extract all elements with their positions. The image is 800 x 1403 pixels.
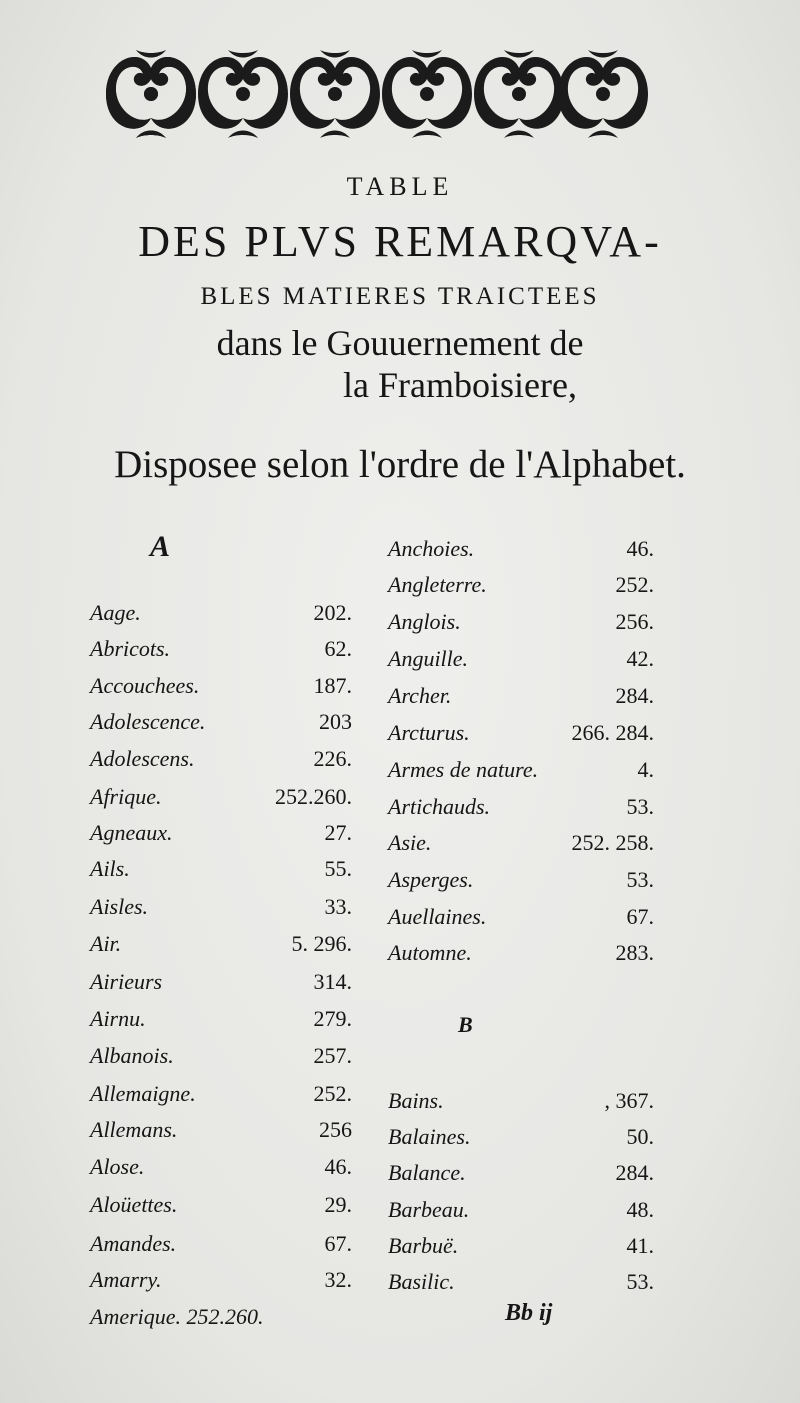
- entry-page: 32.: [324, 1267, 352, 1292]
- entry-page: 46.: [324, 1154, 352, 1179]
- entry-term: Albanois.: [90, 1043, 174, 1068]
- entry-page: 252. 258.: [571, 830, 654, 855]
- section-letter-b: B: [458, 1012, 473, 1037]
- index-entry: [388, 605, 654, 639]
- entry-term: Automne.: [388, 940, 472, 965]
- index-entry: [388, 642, 654, 676]
- entry-page: 29.: [324, 1192, 352, 1217]
- entry-page: 314.: [313, 969, 352, 994]
- decorative-headpiece-ornament: [96, 38, 658, 150]
- index-entry: [90, 1300, 352, 1334]
- heading-line-5: la Framboisiere,: [343, 365, 577, 405]
- entry-term: Archer.: [388, 683, 452, 708]
- entry-term: Allemans.: [90, 1117, 178, 1142]
- entry-term: Balaines.: [388, 1124, 471, 1149]
- entry-term: Agneaux.: [90, 820, 173, 845]
- index-entry: [90, 596, 352, 630]
- index-entry: [388, 1084, 654, 1118]
- index-entry: [388, 1229, 654, 1263]
- entry-page: 203: [319, 709, 352, 734]
- entry-term: Ails.: [90, 856, 130, 881]
- entry-page: 53.: [626, 867, 654, 892]
- index-entry: [90, 852, 352, 886]
- entry-term: Adolescence.: [90, 709, 206, 734]
- entry-page: 266. 284.: [571, 720, 654, 745]
- entry-page: 202.: [313, 600, 352, 625]
- entry-page: 283.: [615, 940, 654, 965]
- entry-page: 252.260.: [275, 784, 352, 809]
- heading-line-2: DES PLVS REMARQVA-: [138, 217, 662, 266]
- entry-term: Allemaigne.: [90, 1081, 196, 1106]
- entry-page: 279.: [313, 1006, 352, 1031]
- index-entry: [388, 679, 654, 713]
- index-entry: [388, 790, 654, 824]
- index-entry: [388, 900, 654, 934]
- index-entry: [90, 742, 352, 776]
- index-entry: [90, 1077, 352, 1111]
- index-entry: [90, 965, 352, 999]
- entry-term: Angleterre.: [388, 572, 487, 597]
- entry-page: 256.: [615, 609, 654, 634]
- entry-page: 256: [319, 1117, 352, 1142]
- index-entry: [388, 716, 654, 750]
- index-entry: [90, 1113, 352, 1147]
- entry-page: 48.: [626, 1197, 654, 1222]
- index-entry: [388, 936, 654, 970]
- section-letter-a: A: [150, 530, 171, 563]
- entry-page: 53.: [626, 1269, 654, 1294]
- index-entry: [90, 669, 352, 703]
- entry-term: Auellaines.: [388, 904, 487, 929]
- entry-page: 187.: [313, 673, 352, 698]
- entry-term: Airieurs: [90, 969, 163, 994]
- entry-term: Aage.: [90, 600, 141, 625]
- entry-term: Anchoies.: [388, 536, 475, 561]
- signature-catchword: Bb ij: [505, 1300, 553, 1326]
- entry-term: Amerique. 252.260.: [90, 1304, 264, 1329]
- entry-page: 252.: [313, 1081, 352, 1106]
- index-entry: [90, 816, 352, 850]
- index-entry: [90, 1227, 352, 1261]
- index-entry: [90, 927, 352, 961]
- entry-term: Aloüettes.: [90, 1192, 178, 1217]
- heading-line-6: Disposee selon l'ordre de l'Alphabet.: [114, 443, 686, 486]
- entry-term: Armes de nature.: [388, 757, 539, 782]
- entry-term: Amarry.: [90, 1267, 162, 1292]
- entry-page: 67.: [626, 904, 654, 929]
- entry-term: Amandes.: [90, 1231, 177, 1256]
- index-entry: [388, 568, 654, 602]
- index-entry: [90, 1263, 352, 1297]
- index-entry: [388, 826, 654, 860]
- entry-term: Asperges.: [388, 867, 474, 892]
- entry-page: 5. 296.: [291, 931, 352, 956]
- entry-page: 42.: [626, 646, 654, 671]
- heading-line-1: TABLE: [346, 172, 454, 201]
- entry-term: Balance.: [388, 1160, 466, 1185]
- entry-page: 46.: [626, 536, 654, 561]
- entry-page: 226.: [313, 746, 352, 771]
- index-entry: [90, 632, 352, 666]
- entry-term: Asie.: [388, 830, 432, 855]
- entry-term: Alose.: [90, 1154, 145, 1179]
- entry-term: Arcturus.: [388, 720, 470, 745]
- entry-term: Airnu.: [90, 1006, 146, 1031]
- entry-page: 27.: [324, 820, 352, 845]
- index-entry: [388, 1193, 654, 1227]
- index-entry: [388, 863, 654, 897]
- index-entry: [90, 1150, 352, 1184]
- entry-term: Barbeau.: [388, 1197, 470, 1222]
- entry-page: 62.: [324, 636, 352, 661]
- entry-page: 284.: [615, 1160, 654, 1185]
- entry-page: 33.: [324, 894, 352, 919]
- entry-page: 4.: [637, 757, 654, 782]
- index-entry: [388, 1265, 654, 1299]
- entry-term: Anglois.: [388, 609, 461, 634]
- entry-page: 284.: [615, 683, 654, 708]
- heading-line-3: BLES MATIERES TRAICTEES: [200, 283, 600, 310]
- entry-term: Air.: [90, 931, 122, 956]
- entry-term: Abricots.: [90, 636, 171, 661]
- entry-page: 41.: [626, 1233, 654, 1258]
- index-entry: [90, 1188, 352, 1222]
- entry-term: Artichauds.: [388, 794, 491, 819]
- entry-page: 67.: [324, 1231, 352, 1256]
- entry-page: 252.: [615, 572, 654, 597]
- entry-page: 53.: [626, 794, 654, 819]
- index-entry: [90, 780, 352, 814]
- entry-term: Aisles.: [90, 894, 149, 919]
- entry-term: Accouchees.: [90, 673, 200, 698]
- index-entry: [90, 1002, 352, 1036]
- entry-term: Basilic.: [388, 1269, 455, 1294]
- index-entry: [90, 705, 352, 739]
- entry-term: Barbuë.: [388, 1233, 459, 1258]
- heading-line-4: dans le Gouuernement de: [216, 323, 584, 363]
- index-entry: [90, 890, 352, 924]
- index-entry: [90, 1039, 352, 1073]
- entry-page: , 367.: [604, 1088, 654, 1113]
- entry-term: Adolescens.: [90, 746, 195, 771]
- entry-term: Anguille.: [388, 646, 469, 671]
- entry-page: 257.: [313, 1043, 352, 1068]
- index-entry: [388, 1120, 654, 1154]
- entry-term: Afrique.: [90, 784, 162, 809]
- index-entry: [388, 532, 654, 566]
- entry-term: Bains.: [388, 1088, 444, 1113]
- index-entry: [388, 1156, 654, 1190]
- entry-page: 55.: [324, 856, 352, 881]
- entry-page: 50.: [626, 1124, 654, 1149]
- index-entry: [388, 753, 654, 787]
